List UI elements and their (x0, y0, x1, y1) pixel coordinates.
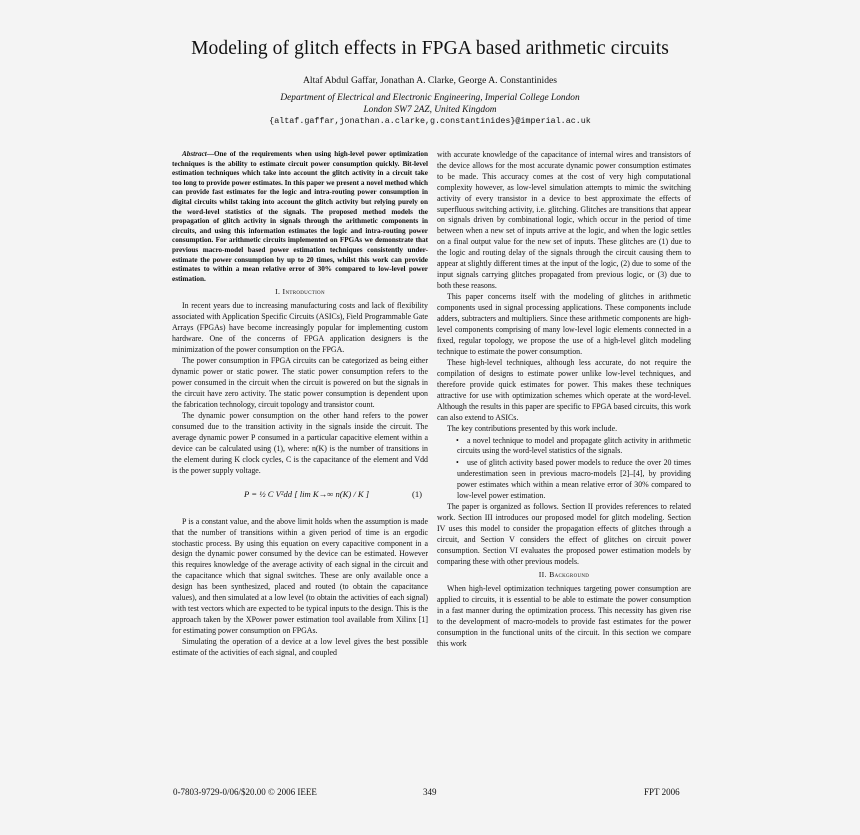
paragraph: The dynamic power consumption on the other hand refers to the power consumed due to the transition activity in the signals inside the circuit. The average dynamic power P consumed in a particular capacitive element within a device can be calculated using (1), where: n(K) is the number of transitions in the element during K clock cycles, C is the capacitance of the element and Vdd is the power supply voltage. (172, 411, 428, 475)
section-number: II. (538, 570, 550, 580)
author-emails: {altaf.gaffar,jonathan.a.clarke,g.constantinides}@imperial.ac.uk (269, 116, 591, 126)
paragraph: with accurate knowledge of the capacitance of internal wires and transistors of the device allows for the most accurate dynamic power consumption estimates to be made. This accuracy comes at the cost of very high computational complexity however, as low-level simulation attempts to mimic the switching activity of every transistor in a device to best approximate the effects of superfluous switching activity, i.e. glitching. Glitches are transitions that appear on signals driven by combinational logic, which occur in the period of time between when a new set of inputs arrive at the logic, and when the logic settles on a final output value for the new set of inputs. These glitches are (1) due to the logic and routing delay of the signals through the circuit causing them to appear at slightly different times at the input of the logic, (2) due to some of the input signals carrying glitches propagated from previous logic, or (3) due to both these reasons. (437, 150, 691, 290)
right-column (437, 150, 691, 710)
paragraph: P is a constant value, and the above limit holds when the assumption is made that the number of transitions within a given period of time is an ergodic stochastic process. By using this equation on every capacitive component in a design the dynamic power consumed by the device can be estimated. However this requires knowledge of the average activity of each signal in the circuit and the capacitance which that signal switches. These are only available once a design has been synthesized, placed and routed (to obtain the capacitance values), and then simulated at a low level (to obtain the activities of each signal) with test vectors which are expected to be typical inputs to the design. This is the approach taken by the XPower power estimation tool available from Xilinx [1] for estimating power consumption on FPGAs. (172, 516, 428, 635)
section-heading-introduction (172, 287, 428, 298)
paper-title: Modeling of glitch effects in FPGA based arithmetic circuits (191, 38, 669, 59)
section-title: Background (549, 570, 590, 580)
footer-page-number: 349 (423, 787, 437, 797)
paragraph: This paper concerns itself with the modeling of glitches in arithmetic components used in signal processing applications. These components include adders, subtracters and multipliers. Since these arithmetic components are high-level components comprising of many low-level logic elements connected in a fixed, regular topology, we propose the use of a high-level glitch modeling technique to estimate the power consumption. (437, 292, 691, 356)
paragraph: These high-level techniques, although less accurate, do not require the compilation of designs to estimate power unlike low-level techniques, and therefore provide quick estimates for power. This makes these techniques attractive for use with optimization schemes which operate at the word-level. Although the results in this paper are specific to FPGA based circuits, this work can also extend to ASICs. (437, 358, 691, 422)
bullet-icon: • (456, 457, 459, 467)
bullet-text: use of glitch activity based power models to reduce the over 20 times underestimation seen in previous macro-models [2]–[4], by providing power estimates which within a mean relative error of 30% compared to low-level power estimation. (457, 457, 691, 500)
bullet-item (437, 458, 691, 502)
section-number: I. (275, 287, 283, 297)
abstract (172, 150, 428, 284)
footer-copyright: 0-7803-9729-0/06/$20.00 © 2006 IEEE (173, 787, 317, 797)
author-list: Altaf Abdul Gaffar, Jonathan A. Clarke, George A. Constantinides (303, 75, 557, 86)
paragraph: When high-level optimization techniques targeting power consumption are applied to circuits, it is essential to be able to estimate the power consumption in a fast manner during the optimization process. This necessity has given rise to the development of macro-models to provide fast estimates for the power consumption in the functional units of the circuit. In this section we compare this work (437, 584, 691, 648)
left-column (172, 150, 428, 710)
equation-expression: P = ½ C V²dd [ lim K→∞ n(K) / K ] (244, 488, 370, 499)
equation-1 (172, 481, 428, 513)
affiliation (0, 92, 860, 116)
paragraph: The power consumption in FPGA circuits can be categorized as being either dynamic power or static power. The static power consumption refers to the power consumed in the circuit when the circuit is powered on but the signals in the circuit have zero activity. The static power consumption is dependent upon the fabrication technology, circuit topology and transistor count. (172, 356, 428, 409)
section-heading-background (437, 570, 691, 581)
bullet-text: a novel technique to model and propagate glitch activity in arithmetic circuits using the word-level statistics of the signals. (457, 435, 691, 456)
affiliation-address: London SW7 2AZ, United Kingdom (363, 105, 497, 116)
abstract-text: —One of the requirements when using high-level power optimization techniques is the ability to estimate circuit power consumption quickly. Bit-level estimation techniques which take into account the glitch activity in a circuit take too long to provide power estimates. In this paper we present a novel method which can provide fast estimates for the logic and intra-routing power consumption in digital circuits whilst taking into account the glitch activity but relying purely on the word-level statistics of the signals. The proposed method models the propagation of glitch activity in signals through the arithmetic components in circuits, and using this information estimates the logic and intra-routing power consumption. For arithmetic circuits implemented on FPGAs we demonstrate that previous macro-model based power estimation techniques consistently under-estimate the power consumption by up to 20 times, whilst this work can provide estimates to within a mean relative error of 30% compared to low-level power estimation. (172, 150, 428, 283)
affiliation-department: Department of Electrical and Electronic Engineering, Imperial College London (280, 93, 580, 103)
bullet-item (437, 436, 691, 458)
bullet-icon: • (456, 435, 459, 445)
paragraph: Simulating the operation of a device at a low level gives the best possible estimate of the activities of each signal, and coupled (172, 637, 428, 658)
paragraph: The paper is organized as follows. Section II provides references to related work. Section III introduces our proposed model for glitch modeling. Section IV uses this model to consider the propagation effects of glitches through a circuit, and Section V considers the effect of glitches on circuit power consumption. Section VI evaluates the proposed power estimation models by comparing these with other previous models. (437, 502, 691, 566)
equation-number: (1) (411, 488, 422, 499)
section-title: Introduction (282, 287, 325, 297)
paragraph: The key contributions presented by this work include. (447, 424, 618, 434)
footer-conference: FPT 2006 (644, 787, 680, 797)
paragraph: In recent years due to increasing manufacturing costs and lack of flexibility associated with Application Specific Circuits (ASICs), Field Programmable Gate Arrays (FPGAs) have become increasingly popular for implementing custom hardware. One of the concerns of FPGA application designers is the minimization of the power consumption on the FPGA. (172, 301, 428, 354)
abstract-lead: Abstract (182, 150, 207, 158)
